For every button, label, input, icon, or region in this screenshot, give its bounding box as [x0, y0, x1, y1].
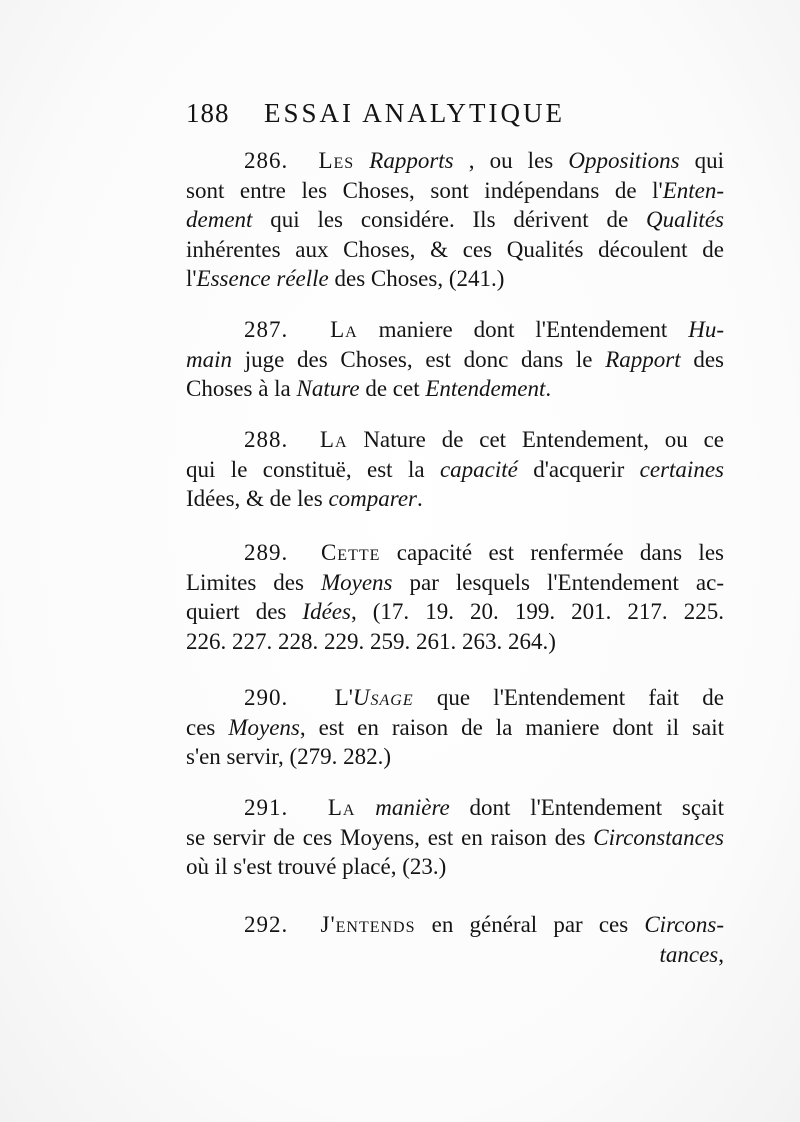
text-span: 287. [244, 317, 289, 342]
text-span: Qualités [646, 207, 724, 232]
running-title: ESSAI ANALYTIQUE [264, 98, 566, 128]
text-span: Circons- [644, 912, 724, 937]
text-span: Cette [320, 540, 381, 565]
text-span: Moyens [320, 569, 393, 595]
text-line [186, 793, 724, 823]
text-span [354, 148, 369, 173]
text-span: inhérentes aux Choses, & ces Qualités découlent de [186, 236, 724, 262]
text-span: Oppositions [568, 148, 680, 173]
text-span: Moyens [228, 714, 300, 740]
running-header [186, 98, 646, 129]
text-span: s'en servir, (279. 282.) [186, 744, 392, 769]
text-span: Idées, & de les [186, 486, 329, 511]
text-span: La [330, 317, 358, 342]
text-span: en général par ces [415, 912, 645, 937]
paragraph-287 [186, 315, 724, 404]
text-span: sont entre les Choses, sont indépendans de l' [186, 177, 663, 203]
text-span: Usage [352, 685, 414, 710]
text-span: . [417, 486, 423, 511]
text-span: , [718, 941, 724, 967]
text-line [186, 146, 724, 176]
text-span: juge des Choses, est donc dans le [232, 346, 606, 372]
text-line [186, 205, 724, 235]
text-span: J'entends [320, 912, 416, 937]
text-span: La [327, 795, 356, 820]
text-span: capacité [439, 456, 518, 482]
text-span: manière [375, 795, 450, 820]
text-span: des [680, 346, 724, 372]
text-line [186, 683, 724, 713]
text-span: Essence réelle [196, 266, 329, 291]
text-span: certaines [639, 456, 724, 482]
text-span: dont l'Entendement sçait [449, 795, 725, 820]
text-line [186, 538, 724, 568]
text-span: où il s'est trouvé placé, (23.) [186, 854, 447, 879]
text-line [186, 568, 724, 598]
text-span: maniere dont l'Entendement [357, 317, 689, 342]
text-span: 291. [244, 795, 289, 820]
text-span: dement [186, 207, 253, 232]
text-span: Circonstances [593, 824, 724, 850]
text-line [186, 455, 724, 485]
text-span: d'acquerir [517, 456, 640, 482]
text-span: La [319, 427, 348, 452]
text-span: , est en raison de la maniere dont il sait [299, 714, 724, 740]
text-span: 292. [244, 912, 289, 937]
text-span: se servir de ces Moyens, est en raison des [186, 824, 594, 850]
text-span: par lesquels l'Entendement ac- [392, 569, 724, 595]
paragraph-289 [186, 538, 724, 656]
text-span: de cet [359, 376, 426, 401]
text-span: que l'Entendement fait de [413, 685, 725, 710]
text-span: ces [186, 714, 229, 740]
text-span: Rapports [369, 148, 454, 173]
text-span: Les [318, 148, 355, 173]
text-span: quiert des [186, 599, 303, 624]
text-span: qui [679, 148, 725, 173]
text-span: Nature de cet Entendement, ou ce [347, 427, 725, 452]
text-line [186, 627, 724, 657]
paragraph-290 [186, 683, 724, 772]
text-span: Hu- [688, 317, 724, 342]
text-span: 288. [244, 427, 289, 452]
text-span: 286. [244, 148, 289, 173]
text-span: capacité est renfermée dans les [380, 540, 724, 565]
paragraph-286 [186, 146, 724, 294]
text-span: qui les considére. Ils dérivent de [252, 207, 647, 232]
text-span: Nature [296, 376, 360, 401]
paragraph-292 [186, 910, 724, 969]
page-number: 188 [186, 98, 230, 128]
text-line [186, 176, 724, 206]
text-line [186, 713, 724, 743]
text-line [186, 597, 724, 627]
text-line [186, 823, 724, 853]
text-span: Choses à la [186, 376, 297, 401]
text-line [186, 235, 724, 265]
text-span: 289. [244, 540, 289, 565]
text-line [186, 374, 724, 404]
text-span: , (17. 19. 20. 199. 201. 217. 225. [350, 599, 724, 624]
text-span: comparer [328, 486, 418, 511]
text-span: Limites des [186, 569, 321, 595]
text-line [186, 345, 724, 375]
text-line [186, 742, 724, 772]
text-span: main [186, 346, 232, 372]
text-span [355, 795, 375, 820]
text-line [186, 425, 724, 455]
paragraph-288 [186, 425, 724, 514]
text-span: , ou les [453, 148, 569, 173]
text-line [186, 264, 724, 294]
text-line [186, 484, 724, 514]
text-line [186, 852, 724, 882]
text-line [186, 315, 724, 345]
text-span: Entendement [425, 376, 546, 401]
text-span: L' [334, 685, 353, 710]
catchword [186, 940, 724, 970]
text-span: Idées [302, 599, 351, 624]
text-span: tances [659, 941, 719, 967]
text-span: . [545, 376, 552, 401]
paragraph-291 [186, 793, 724, 882]
text-span: Rapport [605, 346, 681, 372]
text-span: 226. 227. 228. 229. 259. 261. 263. 264.) [186, 628, 556, 654]
text-span: qui le constituë, est la [186, 456, 440, 482]
text-span: des Choses, (241.) [328, 266, 505, 291]
text-span: Enten- [662, 177, 724, 203]
text-span: l' [186, 266, 197, 291]
text-line [186, 910, 724, 940]
text-span: 290. [244, 685, 289, 710]
